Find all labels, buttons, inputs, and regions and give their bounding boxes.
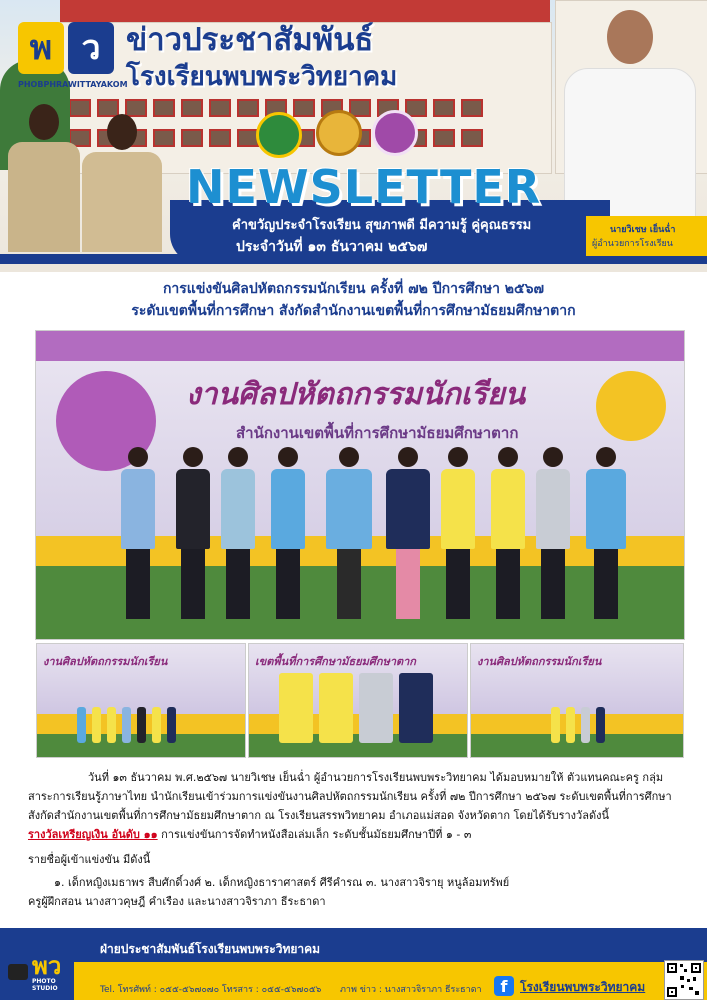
article-body — [28, 768, 683, 911]
article-paragraph — [28, 768, 683, 844]
thumb3-title: งานศิลปหัตถกรรมนักเรียน — [477, 655, 602, 668]
newsletter-heading: NEWSLETTER — [186, 160, 542, 214]
edition-badge-icon — [596, 371, 666, 441]
main-photo — [35, 330, 685, 640]
qr-code-icon — [664, 960, 704, 1000]
director-name: นายวิเชษ เย็นฉ่ำ — [610, 225, 676, 235]
banner-title: งานศิลปหัตถกรรมนักเรียน — [186, 377, 526, 412]
facebook-link[interactable]: โรงเรียนพบพระวิทยาคม — [520, 980, 646, 994]
logo-letter-2: ว — [68, 22, 114, 74]
competitor-list: ๑. เด็กหญิงเมธาพร สืบศักดิ์วงศ์ ๒. เด็กหญิงธาราศาสตร์ ศีรีคำรณ ๓. นางสาวจิรายุ หนูล้อมทรัพย์ — [54, 876, 510, 889]
teacher-photo-2 — [82, 114, 162, 254]
logo-letter-1: พ — [18, 22, 64, 74]
thumb2-title: เขตพื้นที่การศึกษามัธยมศึกษาตาก — [255, 655, 416, 668]
headline-line-1: การแข่งขันศิลปหัตถกรรมนักเรียน ครั้งที่ ๗๒ ปีการศึกษา ๒๕๖๗ — [162, 281, 545, 297]
thumbnail-photo-2 — [248, 643, 468, 758]
director-photo — [560, 10, 700, 220]
header-banner — [0, 0, 707, 272]
teacher-list: ครูผู้ฝึกสอน นางสาวคุษฎี คำเรือง และนางสาวจิราภา ธีระธาดา — [28, 895, 326, 908]
thumbnail-photo-1 — [36, 643, 246, 758]
logo-caption: PHOBPHRAWITTAYAKOM — [18, 80, 128, 89]
banner-subtitle: สำนักงานเขตพื้นที่การศึกษามัธยมศึกษาตาก — [236, 424, 519, 442]
award-detail: การแข่งขันการจัดทำหนังสือเล่มเล็ก ระดับชั้นมัธยมศึกษาปีที่ ๑ - ๓ — [157, 828, 472, 841]
award-highlight: รางวัลเหรียญเงิน อันดับ ๑๑ — [28, 828, 158, 841]
facebook-icon[interactable]: f — [494, 976, 514, 996]
footer-department: ฝ่ายประชาสัมพันธ์โรงเรียนพบพระวิทยาคม — [100, 942, 321, 956]
studio-logo — [8, 944, 70, 994]
studio-letters: พว — [32, 952, 62, 980]
school-motto: คำขวัญประจำโรงเรียน สุขภาพดี มีความรู้ คู่คุณธรรม — [232, 218, 532, 233]
title-news: ข่าวประชาสัมพันธ์ — [126, 22, 374, 58]
competitor-list-title: รายชื่อผู้เข้าแข่งขัน มีดังนี้ — [28, 853, 151, 866]
school-logo — [18, 22, 120, 82]
thumb1-title: งานศิลปหัตถกรรมนักเรียน — [43, 655, 168, 668]
article-intro: วันที่ ๑๓ ธันวาคม พ.ศ.๒๕๖๗ นายวิเชษ เย็นฉ่ำ ผู้อำนวยการโรงเรียนพบพระวิทยาคม ได้มอบหมายให้ ตัวแทนคณะครู กลุ่มสาระการเรียนรู้ภาษาไทย นำนักเรียนเข้าร่วมการแข่งขันงานศิลปหัตถกรรมนักเรียน ครั้งที่ ๗๒ ปีการศึกษา ๒๕๖๗ ระดับเขตพื้นที่การศึกษา สังกัดสำนักงานเขตพื้นที่การศึกษามัธยมศึกษาตาก ณ โรงเรียนสรรพวิทยาคม อำเภอแม่สอด จังหวัดตาก โดยได้รับรางวัลดังนี้ — [28, 771, 672, 822]
thumbnail-photo-3 — [470, 643, 684, 758]
footer-phone: Tel. โทรศัพท์ : ๐๕๕-๕๖๗๐๗๐ โทรสาร : ๐๕๕-๕๖๗๐๕๖ — [100, 985, 322, 995]
emblem-ministry-icon — [256, 112, 302, 158]
headline-line-2: ระดับเขตพื้นที่การศึกษา สังกัดสำนักงานเขตพื้นที่การศึกษามัธยมศึกษาตาก — [131, 303, 576, 319]
studio-caption: PHOTO STUDIO — [32, 978, 58, 992]
issue-date: ประจำวันที่ ๑๓ ธันวาคม ๒๕๖๗ — [236, 239, 428, 255]
emblem-obec-icon — [316, 110, 362, 156]
camera-icon — [8, 964, 28, 980]
director-title: ผู้อำนวยการโรงเรียน — [592, 239, 673, 249]
teacher-photo-1 — [8, 104, 80, 254]
title-school: โรงเรียนพบพระวิทยาคม — [126, 62, 398, 92]
footer-photo-credit: ภาพ ข่าว : นางสาวจิราภา ธีระธาดา — [340, 985, 482, 995]
emblem-rose-icon — [372, 110, 418, 156]
